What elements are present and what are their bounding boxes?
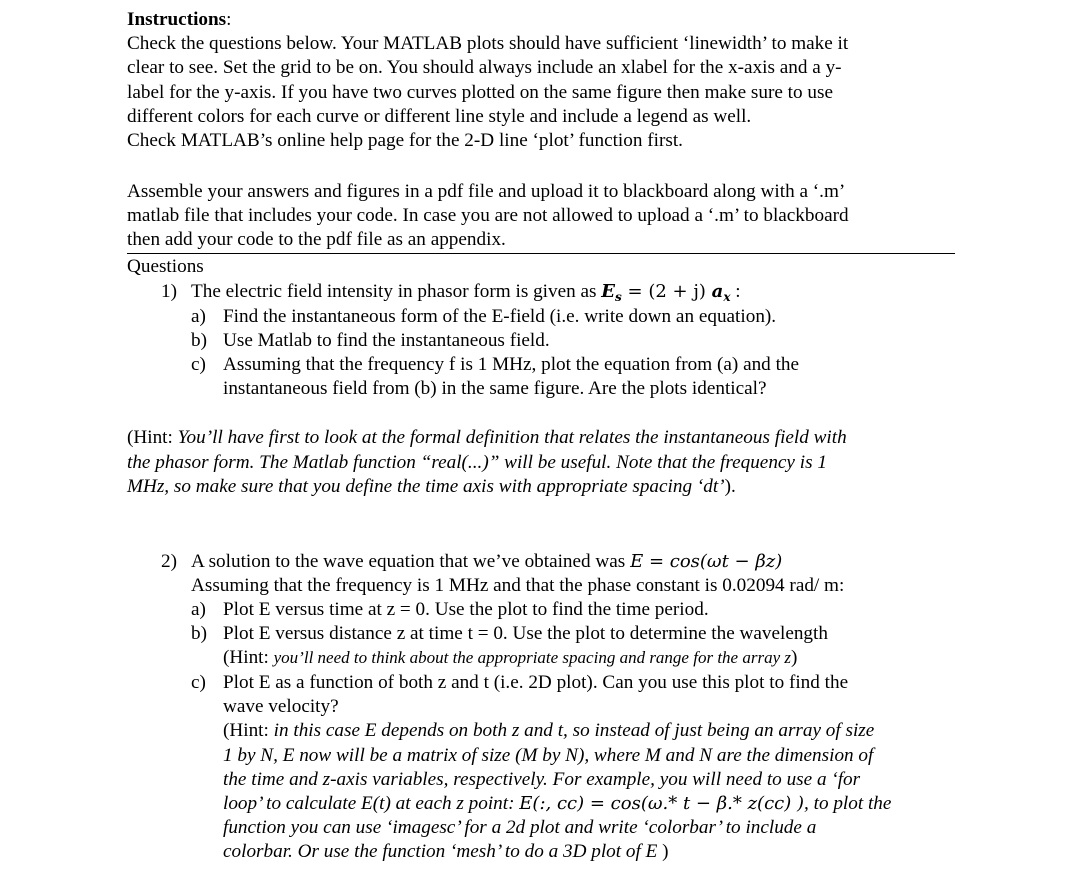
q2-number: 2) xyxy=(161,551,177,572)
q2-part-b-text: Plot E versus distance z at time t = 0. Use the plot to determine the wavelength xyxy=(223,623,828,644)
instructions-heading-text: Instructions xyxy=(127,9,227,30)
q1-eq-vec: a xyxy=(711,281,724,302)
q1-hint-text-3: MHz, so make sure that you define the time axis with appropriate spacing ‘dt’ xyxy=(127,476,725,497)
q1-number: 1) xyxy=(161,281,177,302)
q1-part-b-text: Use Matlab to find the instantaneous field. xyxy=(223,330,550,351)
q2-part-c-hint-line-6 xyxy=(223,840,669,864)
q2-part-c-hint-equation: E(:, cc) = cos(ω.* t − β.* z(cc) ) xyxy=(519,793,805,814)
q1-eq-mid: = (2 + j) xyxy=(621,281,712,302)
instructions-line-3: label for the y-axis. If you have two curves plotted on the same figure then make sure to use xyxy=(127,82,833,103)
submission-line-3: then add your code to the pdf file as an appendix. xyxy=(127,229,506,250)
q2-part-c-label: c) xyxy=(191,672,206,693)
q1-eq-end: : xyxy=(730,281,741,302)
q2-equation: E = cos(ωt − βz) xyxy=(630,551,783,572)
submission-line-2: matlab file that includes your code. In case you are not allowed to upload a ‘.m’ to blackboard xyxy=(127,205,849,226)
q2-text: A solution to the wave equation that we’ve obtained was xyxy=(191,551,626,572)
submission-line-1: Assemble your answers and figures in a pdf file and upload it to blackboard along with a ‘.m’ xyxy=(127,181,846,202)
q2-part-c-line-1: Plot E as a function of both z and t (i.e. 2D plot). Can you use this plot to find the xyxy=(223,672,849,693)
q1-hint-line-3 xyxy=(127,475,736,499)
section-divider xyxy=(127,253,955,254)
q2-part-c-hint-close: ) xyxy=(657,841,669,862)
q2-part-c-hint-line-1 xyxy=(223,719,874,743)
q2-part-b-hint xyxy=(223,646,797,670)
q2-part-c-hint-line-2: 1 by N, E now will be a matrix of size (M by N), where M and N are the dimension of xyxy=(223,745,874,766)
q1-hint-line-2: the phasor form. The Matlab function “real(...)” will be useful. Note that the frequency is 1 xyxy=(127,452,827,473)
q1-hint-text-1: You’ll have first to look at the formal definition that relates the instantaneous field with xyxy=(177,427,847,448)
q2-part-c-hint-line-3: the time and z-axis variables, respectively. For example, you will need to use a ‘for xyxy=(223,769,861,790)
q1-eq-lhs: E xyxy=(601,281,616,302)
q1-part-b-label: b) xyxy=(191,330,207,351)
instructions-line-4: different colors for each curve or different line style and include a legend as well. xyxy=(127,106,752,127)
q2-part-c-hint-text-1: in this case E depends on both z and t, so instead of just being an array of size xyxy=(273,720,875,741)
q1-hint-line-1 xyxy=(127,426,847,450)
q1-part-c-line-2: instantaneous field from (b) in the same figure. Are the plots identical? xyxy=(223,378,767,399)
instructions-heading xyxy=(127,8,232,32)
instructions-line-1: Check the questions below. Your MATLAB plots should have sufficient ‘linewidth’ to make it xyxy=(127,33,849,54)
q1-part-c-label: c) xyxy=(191,354,206,375)
q2-line-2: Assuming that the frequency is 1 MHz and that the phase constant is 0.02094 rad/ m: xyxy=(191,575,845,596)
questions-heading: Questions xyxy=(127,256,204,277)
q1-eq-vec-sub: x xyxy=(723,290,731,304)
instructions-line-5: Check MATLAB’s online help page for the 2-D line ‘plot’ function first. xyxy=(127,130,683,151)
q1-part-c-line-1: Assuming that the frequency f is 1 MHz, plot the equation from (a) and the xyxy=(223,354,800,375)
q1-part-a-label: a) xyxy=(191,306,206,327)
q2-part-b-hint-close: ) xyxy=(790,647,798,668)
q1-hint-close: ). xyxy=(724,476,736,497)
q2-part-c-hint-open: (Hint: xyxy=(223,720,274,741)
q1-hint-open: (Hint: xyxy=(127,427,178,448)
instructions-line-2: clear to see. Set the grid to be on. You should always include an xlabel for the x-axis and a y- xyxy=(127,57,842,78)
q2-part-c-hint-line-5: function you can use ‘imagesc’ for a 2d plot and write ‘colorbar’ to include a xyxy=(223,817,817,838)
q2-part-c-line-2: wave velocity? xyxy=(223,696,339,717)
q2-part-b-hint-open: (Hint: xyxy=(223,647,274,668)
q2-part-b-hint-text: you’ll need to think about the appropriate spacing and range for the array z xyxy=(273,648,791,667)
q2-part-c-hint-text-7: colorbar. Or use the function ‘mesh’ to do a 3D plot of E xyxy=(223,841,658,862)
q2-part-c-hint-text-4: loop’ to calculate E(t) at each z point: xyxy=(223,793,520,814)
q2-part-a-label: a) xyxy=(191,599,206,620)
q2-part-c-hint-text-5: , to plot the xyxy=(804,793,892,814)
instructions-heading-colon: : xyxy=(226,9,232,30)
q2-part-c-hint-line-4 xyxy=(223,792,891,816)
q2-statement xyxy=(191,550,782,574)
q1-text: The electric field intensity in phasor form is given as xyxy=(191,281,597,302)
q1-eq-sub: s xyxy=(615,290,622,304)
q1-part-a-text: Find the instantaneous form of the E-field (i.e. write down an equation). xyxy=(223,306,777,327)
q1-equation xyxy=(601,281,730,302)
q2-part-a-text: Plot E versus time at z = 0. Use the plot to find the time period. xyxy=(223,599,709,620)
q2-part-b-label: b) xyxy=(191,623,207,644)
